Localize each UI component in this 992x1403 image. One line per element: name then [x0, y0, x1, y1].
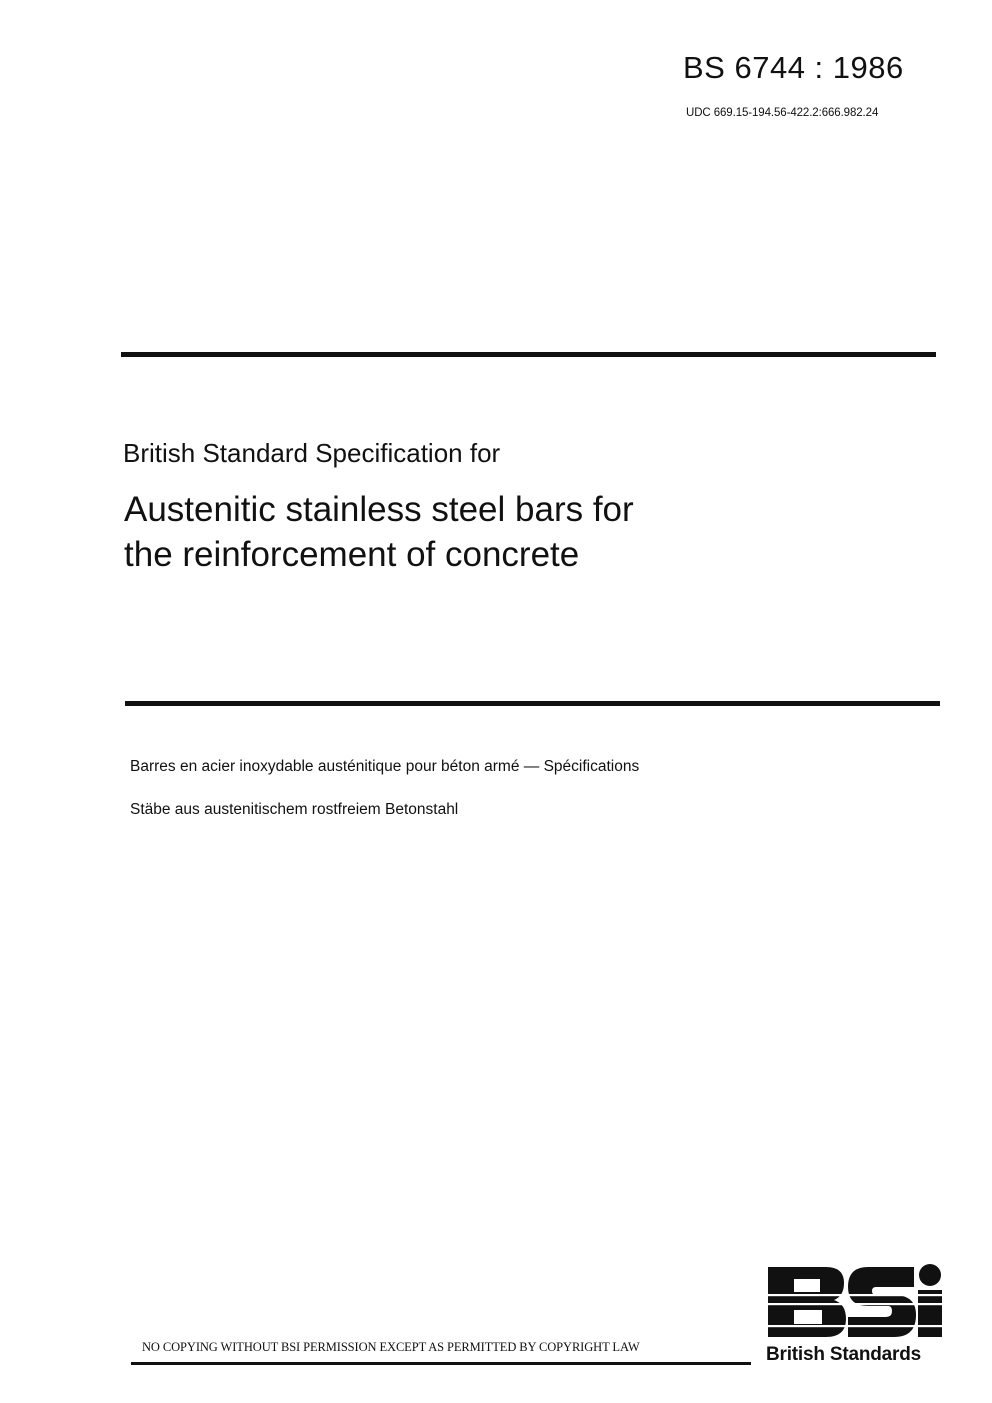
- french-title: Barres en acier inoxydable austénitique pour béton armé — Spécifications: [130, 758, 640, 775]
- bsi-logo-icon: [764, 1263, 944, 1341]
- document-subtitle: British Standard Specification for: [123, 438, 501, 468]
- german-title: Stäbe aus austenitischem rostfreiem Betonstahl: [130, 801, 459, 818]
- document-title-line-2: the reinforcement of concrete: [124, 535, 580, 574]
- middle-divider: [125, 701, 940, 706]
- udc-classification: UDC 669.15-194.56-422.2:666.982.24: [686, 107, 879, 119]
- document-title: [124, 487, 764, 577]
- copyright-notice: NO COPYING WITHOUT BSI PERMISSION EXCEPT AS PERMITTED BY COPYRIGHT LAW: [142, 1340, 640, 1354]
- standard-number: BS 6744 : 1986: [683, 50, 904, 85]
- logo-caption: British Standards: [766, 1344, 921, 1365]
- bottom-divider: [131, 1362, 751, 1365]
- document-title-line-1: Austenitic stainless steel bars for: [124, 490, 634, 529]
- top-divider: [121, 352, 936, 357]
